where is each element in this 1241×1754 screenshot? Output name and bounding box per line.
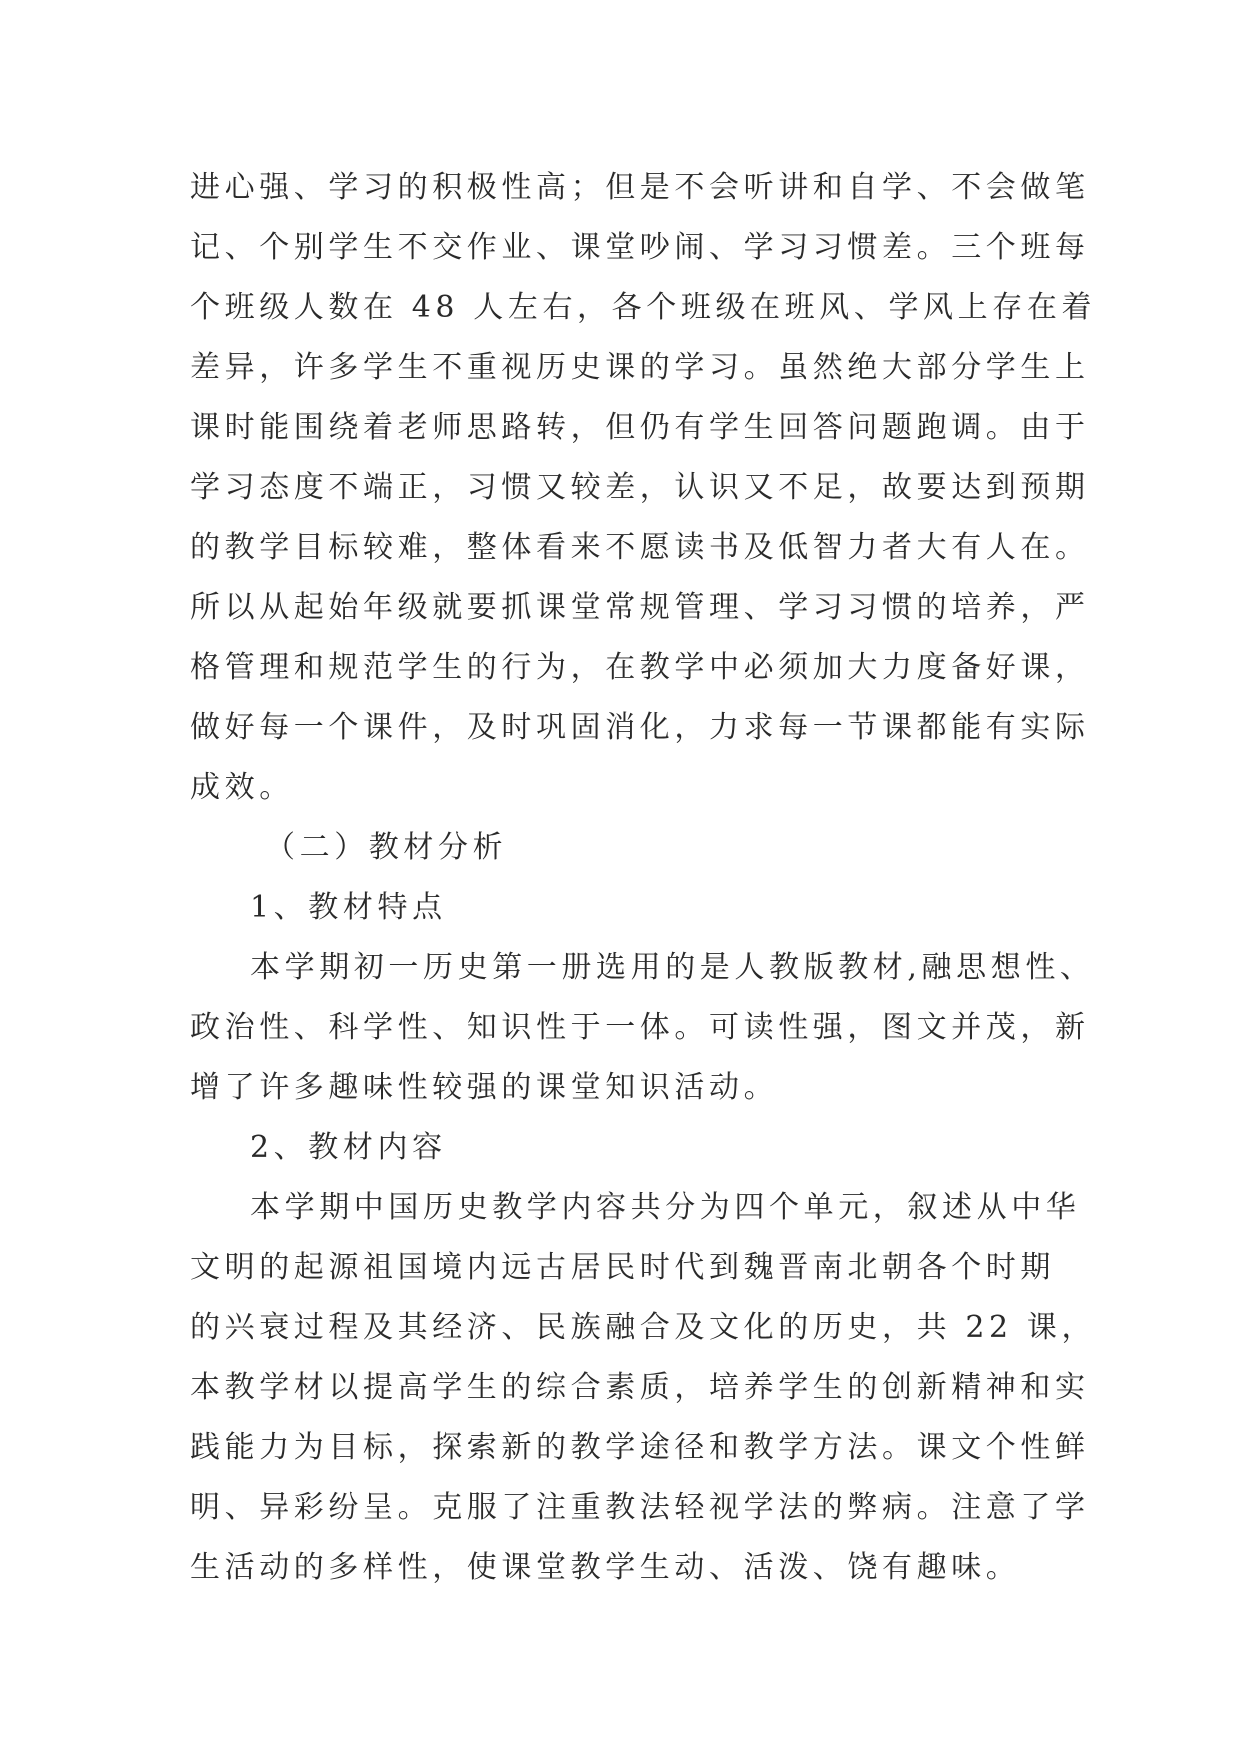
text-line: 差异，许多学生不重视历史课的学习。虽然绝大部分学生上 (190, 350, 1090, 385)
text-line: 践能力为目标，探索新的教学途径和教学方法。课文个性鲜 (190, 1430, 1090, 1465)
text-line: 成效。 (190, 770, 294, 805)
subsection-heading: 2、教材内容 (250, 1130, 447, 1165)
text-line: 本学期初一历史第一册选用的是人教版教材,融思想性、 (250, 950, 1095, 985)
text-line: 个班级人数在 48 人左右，各个班级在班风、学风上存在着 (190, 290, 1097, 325)
text-line: 本教学材以提高学生的综合素质，培养学生的创新精神和实 (190, 1370, 1090, 1405)
text-line: 做好每一个课件，及时巩固消化，力求每一节课都能有实际 (190, 710, 1090, 745)
text-line: 文明的起源祖国境内远古居民时代到魏晋南北朝各个时期 (190, 1250, 1055, 1285)
section-heading: （二）教材分析 (265, 830, 508, 865)
text-line: 课时能围绕着老师思路转，但仍有学生回答问题跑调。由于 (190, 410, 1090, 445)
text-line: 学习态度不端正，习惯又较差，认识又不足，故要达到预期 (190, 470, 1090, 505)
text-line: 记、个别学生不交作业、课堂吵闹、学习习惯差。三个班每 (190, 230, 1090, 265)
document-body (190, 158, 1097, 1598)
text-line: 所以从起始年级就要抓课堂常规管理、学习习惯的培养，严 (190, 590, 1090, 625)
text-line: 的兴衰过程及其经济、民族融合及文化的历史，共 22 课， (190, 1310, 1097, 1345)
text-line: 增了许多趣味性较强的课堂知识活动。 (190, 1070, 779, 1105)
text-line: 明、异彩纷呈。克服了注重教法轻视学法的弊病。注意了学 (190, 1490, 1090, 1525)
text-line: 本学期中国历史教学内容共分为四个单元，叙述从中华 (250, 1190, 1081, 1225)
text-line: 生活动的多样性，使课堂教学生动、活泼、饶有趣味。 (190, 1550, 1021, 1585)
text-line: 的教学目标较难，整体看来不愿读书及低智力者大有人在。 (190, 530, 1090, 565)
subsection-heading: 1、教材特点 (250, 890, 447, 925)
text-line: 格管理和规范学生的行为，在教学中必须加大力度备好课， (190, 650, 1090, 685)
text-line: 政治性、科学性、知识性于一体。可读性强，图文并茂，新 (190, 1010, 1090, 1045)
text-line: 进心强、学习的积极性高；但是不会听讲和自学、不会做笔 (190, 170, 1090, 205)
